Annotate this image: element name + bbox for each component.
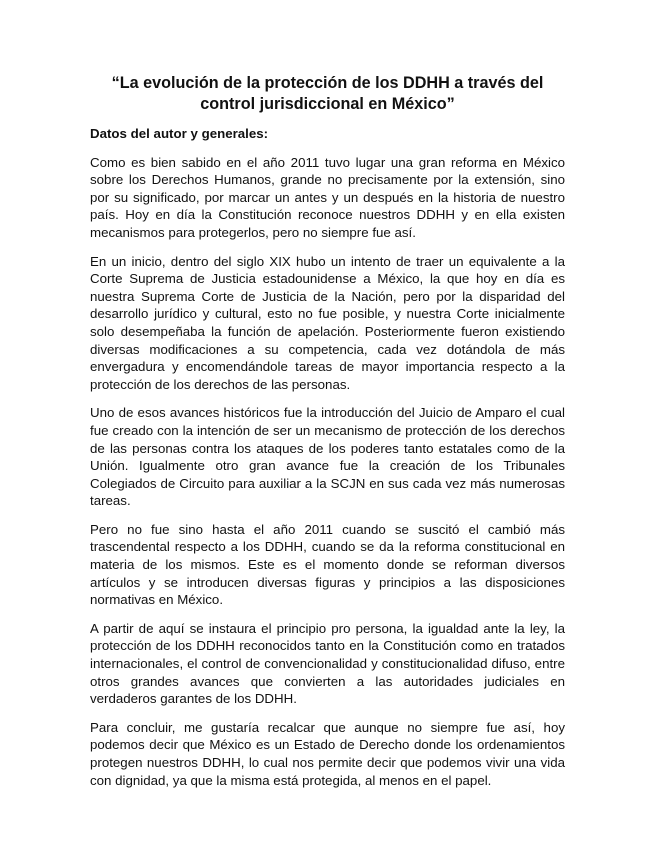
paragraph-reform-2011: Pero no fue sino hasta el año 2011 cuando se suscitó el cambió más trascendental respecto a los DDHH, cuando se da la reforma constitucional en materia de los mismos. Este es el momento donde se reforman diversos artículos y se introducen diversas figuras y principios a las disposiciones normativas en México. — [90, 521, 565, 608]
paragraph-intro: Como es bien sabido en el año 2011 tuvo lugar una gran reforma en México sobre los Derechos Humanos, grande no precisamente por la extensión, sino por su significado, por marcar un antes y un después en la historia de nuestro país. Hoy en día la Constitución reconoce nuestros DDHH y en ella existen mecanismos para protegerlos, pero no siempre fue así. — [90, 154, 565, 240]
paragraph-conclusion: Para concluir, me gustaría recalcar que aunque no siempre fue así, hoy podemos decir que México es un Estado de Derecho donde los ordenamientos protegen nuestros DDHH, lo cual nos permite decir que podemos vivir una vida con dignidad, ya que la misma está protegida, al menos en el papel. — [90, 719, 565, 788]
document-title: “La evolución de la protección de los DDHH a través del control jurisdiccional en México” — [111, 74, 544, 113]
paragraph-amparo: Uno de esos avances históricos fue la introducción del Juicio de Amparo el cual fue creado con la intención de ser un mecanismo de protección de los derechos de las personas contra los ataques de los poderes tanto estatales como de la Unión. Igualmente otro gran avance fue la creación de los Tribunales Colegiados de Circuito para auxiliar a la SCJN en sus cada vez más numerosas tareas. — [90, 405, 565, 509]
author-data-heading: Datos del autor y generales: — [90, 126, 269, 141]
paragraph-history: En un inicio, dentro del siglo XIX hubo un intento de traer un equivalente a la Corte Suprema de Justicia estadounidense a México, la que hoy en día es nuestra Suprema Corte de Justicia de la Nación, pero por la disparidad del desarrollo jurídico y cultural, esto no fue posible, y nuestra Corte inicialmente solo desempeñaba la función de apelación. Posteriormente fueron existiendo diversas modificaciones a su competencia, cada vez dotándola de más envergadura y encomendándole tareas de mayor importancia respecto a la protección de los derechos de las personas. — [90, 253, 565, 392]
paragraph-principles: A partir de aquí se instaura el principio pro persona, la igualdad ante la ley, la protección de los DDHH reconocidos tanto en la Constitución como en tratados internacionales, el control de convencionalidad y constitucionalidad difuso, entre otros grandes avances que convierten a las autoridades judiciales en verdaderos garantes de los DDHH. — [90, 620, 565, 707]
